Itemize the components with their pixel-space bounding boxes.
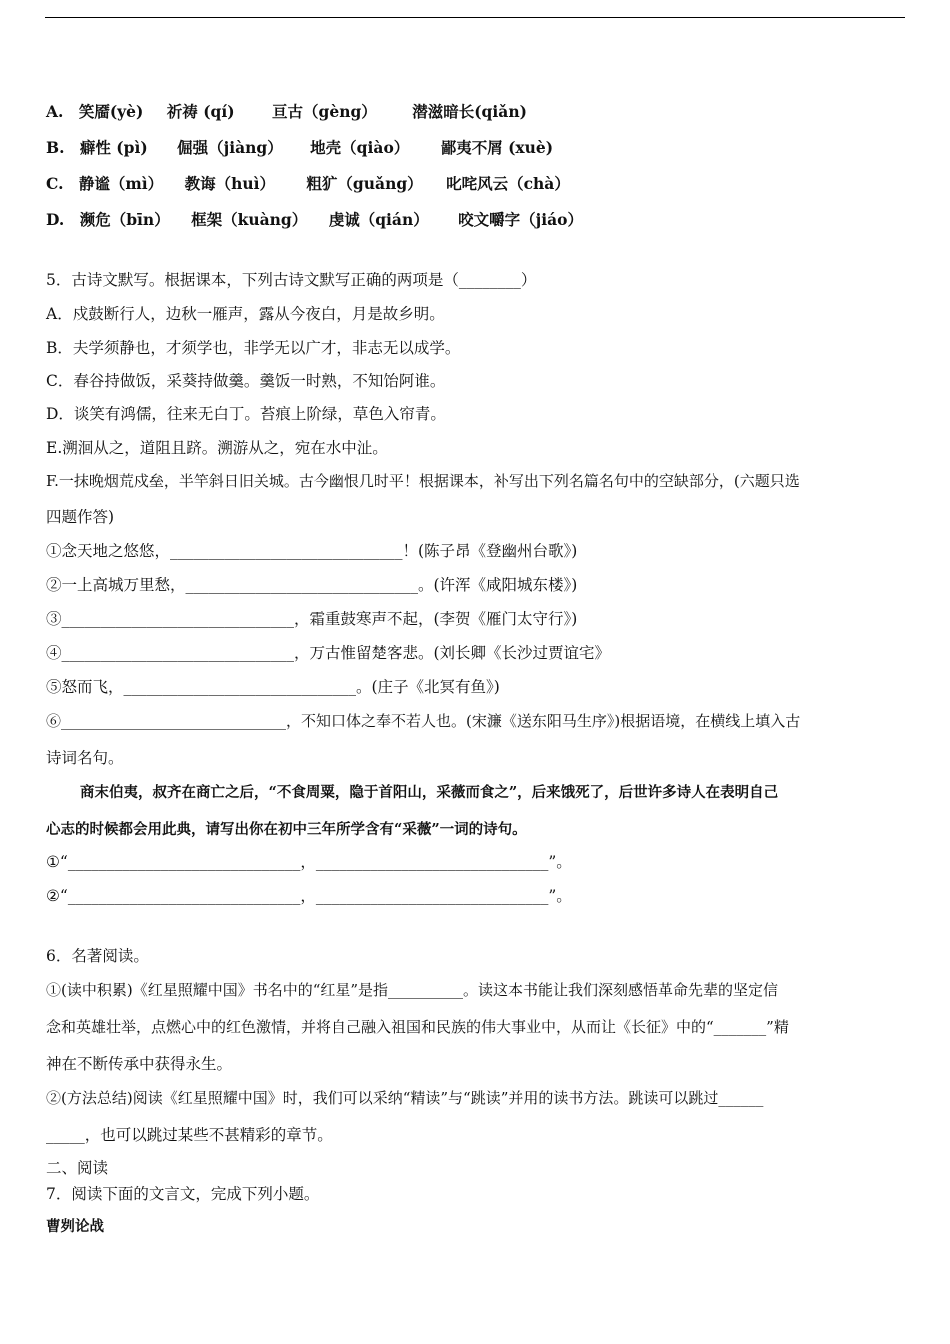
section-heading: 二、阅读 [46, 1159, 109, 1177]
answer-line-2: ②“______________________________，______________________________”。 [46, 887, 572, 905]
q4-option-b: B. 癖性 (pì) 倔强（jiàng） 地壳（qiào） 鄙夷不屑 (xuè) [46, 138, 554, 157]
blank-3: ③______________________________，霜重鼓寒声不起，(李贺《雁门太守行》) [46, 610, 578, 628]
q5-title: 5．古诗文默写。根据课本，下列古诗文默写正确的两项是（________） [46, 271, 537, 289]
q6-p1-line3: 神在不断传承中获得永生。 [46, 1055, 233, 1073]
q6-p1-line1: ①(读中积累)《红星照耀中国》书名中的“红星”是指__________。读这本书能让我们深刻感悟革命先辈的坚定信 [46, 981, 779, 999]
context-line-1: 商末伯夷，叔齐在商亡之后，“不食周粟，隐于首阳山，采薇而食之”，后来饿死了，后世许多诗人在表明自己 [80, 784, 779, 801]
blank-4: ④______________________________，万古惟留楚客悲。(刘长卿《长沙过贾谊宅》 [46, 644, 611, 662]
q5-option-b: B．夫学须静也，才须学也，非学无以广才，非志无以成学。 [46, 339, 461, 357]
q6-p2-line1: ②(方法总结)阅读《红星照耀中国》时，我们可以采纳“精读”与“跳读”并用的读书方法。跳读可以跳过______ [46, 1089, 764, 1107]
top-rule [45, 17, 905, 18]
blank-6-cont: 诗词名句。 [46, 749, 124, 767]
q6-p2-line2: _____，也可以跳过某些不甚精彩的章节。 [46, 1126, 333, 1144]
q5-option-f: F.一抹晚烟荒戍垒，半竿斜日旧关城。古今幽恨几时平！根据课本，补写出下列名篇名句中的空缺部分，(六题只选 [46, 472, 800, 490]
blank-1: ①念天地之悠悠，______________________________！(陈子昂《登幽州台歌》) [46, 542, 578, 560]
blank-2: ②一上高城万里愁，______________________________。(许浑《咸阳城东楼》) [46, 576, 578, 594]
q5-option-a: A．戍鼓断行人，边秋一雁声，露从今夜白，月是故乡明。 [46, 305, 445, 323]
q5-option-f-cont: 四题作答) [46, 508, 115, 526]
q6-p1-line2: 念和英雄壮举，点燃心中的红色激情，并将自己融入祖国和民族的伟大事业中，从而让《长征》中的“_______”精 [46, 1018, 789, 1036]
q5-option-e: E.溯洄从之，道阻且跻。溯游从之，宛在水中沚。 [46, 439, 388, 457]
q7-passage-title: 曹刿论战 [46, 1218, 104, 1235]
q5-option-d: D．谈笑有鸿儒，往来无白丁。苔痕上阶绿，草色入帘青。 [46, 405, 446, 423]
answer-line-1: ①“______________________________，______________________________”。 [46, 853, 572, 871]
context-line-2: 心志的时候都会用此典，请写出你在初中三年所学含有“采薇”一词的诗句。 [46, 821, 527, 838]
q6-title: 6．名著阅读。 [46, 947, 149, 965]
q4-option-a: A. 笑靥(yè) 祈祷 (qí) 亘古（gèng） 潜滋暗长(qiǎn) [46, 102, 527, 121]
blank-5: ⑤怒而飞，______________________________。(庄子《北冥有鱼》) [46, 678, 500, 696]
blank-6: ⑥______________________________，不知口体之奉不若人也。(宋濂《送东阳马生序》)根据语境，在横线上填入古 [46, 712, 801, 730]
q7-title: 7．阅读下面的文言文，完成下列小题。 [46, 1185, 320, 1203]
q4-option-c: C. 静谧（mì） 教诲（huì） 粗犷（guǎng） 叱咤风云（chà） [46, 174, 570, 193]
q5-option-c: C．春谷持做饭，采葵持做羹。羹饭一时熟，不知饴阿谁。 [46, 372, 446, 390]
q4-option-d: D. 濒危（bīn） 框架（kuàng） 虔诚（qián） 咬文嚼字（jiáo） [46, 210, 584, 229]
